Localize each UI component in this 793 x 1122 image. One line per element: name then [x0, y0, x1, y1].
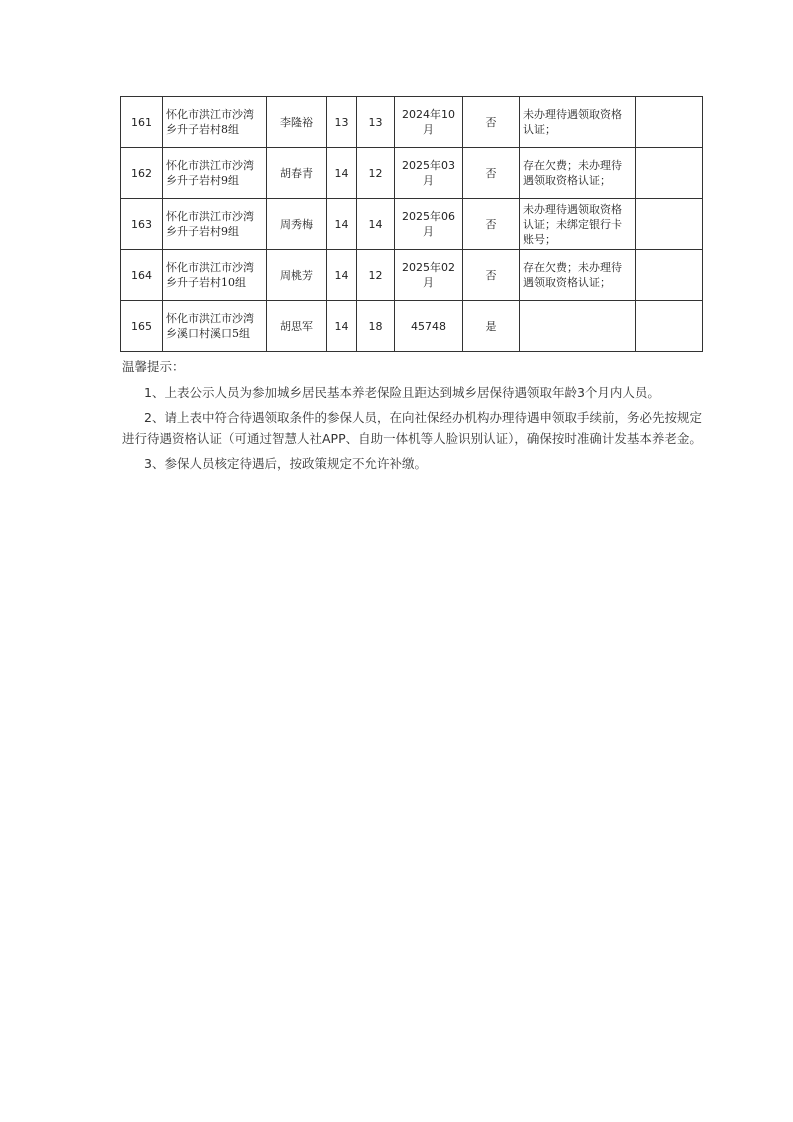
- cell-serial: 164: [121, 250, 163, 301]
- cell-note: 未办理待遇领取资格认证；未绑定银行卡账号；: [520, 199, 636, 250]
- cell-blank: [636, 97, 703, 148]
- cell-address: 怀化市洪江市沙湾乡溪口村溪口5组: [163, 301, 267, 352]
- cell-note: 未办理待遇领取资格认证；: [520, 97, 636, 148]
- cell-date: 2024年10月: [395, 97, 463, 148]
- cell-name: 周桃芳: [267, 250, 327, 301]
- reminder-item: 3、参保人员核定待遇后，按政策规定不允许补缴。: [144, 456, 427, 471]
- cell-blank: [636, 301, 703, 352]
- cell-name: 胡春青: [267, 148, 327, 199]
- cell-note: [520, 301, 636, 352]
- cell-address: 怀化市洪江市沙湾乡升子岩村10组: [163, 250, 267, 301]
- table-row: [121, 148, 703, 199]
- cell-col-b: 12: [357, 250, 395, 301]
- cell-flag: 是: [463, 301, 520, 352]
- cell-blank: [636, 199, 703, 250]
- cell-date: 2025年06月: [395, 199, 463, 250]
- cell-note: 存在欠费；未办理待遇领取资格认证；: [520, 250, 636, 301]
- cell-col-a: 13: [327, 97, 357, 148]
- cell-note: 存在欠费；未办理待遇领取资格认证；: [520, 148, 636, 199]
- cell-date: 45748: [395, 301, 463, 352]
- cell-col-a: 14: [327, 301, 357, 352]
- cell-serial: 163: [121, 199, 163, 250]
- cell-flag: 否: [463, 199, 520, 250]
- cell-date: 2025年02月: [395, 250, 463, 301]
- table-row: [121, 250, 703, 301]
- reminder-notes: [122, 356, 702, 478]
- reminder-item: 2、请上表中符合待遇领取条件的参保人员，在向社保经办机构办理待遇申领取手续前，务必先按规定进行待遇资格认证（可通过智慧人社APP、自助一体机等人脸识别认证），确保按时准确计发基本养老金。: [122, 410, 702, 446]
- cell-name: 周秀梅: [267, 199, 327, 250]
- cell-col-b: 12: [357, 148, 395, 199]
- reminder-title: 温馨提示：: [122, 359, 185, 374]
- table-row: [121, 97, 703, 148]
- cell-col-b: 14: [357, 199, 395, 250]
- table-row: [121, 301, 703, 352]
- cell-col-a: 14: [327, 199, 357, 250]
- insurance-roster-table: [120, 96, 703, 352]
- cell-col-a: 14: [327, 250, 357, 301]
- cell-address: 怀化市洪江市沙湾乡升子岩村9组: [163, 148, 267, 199]
- roster-body: [121, 97, 703, 352]
- cell-name: 李隆裕: [267, 97, 327, 148]
- cell-col-b: 18: [357, 301, 395, 352]
- cell-flag: 否: [463, 148, 520, 199]
- cell-date: 2025年03月: [395, 148, 463, 199]
- reminder-item: 1、上表公示人员为参加城乡居民基本养老保险且距达到城乡居保待遇领取年龄3个月内人员。: [144, 385, 660, 400]
- cell-flag: 否: [463, 97, 520, 148]
- cell-blank: [636, 148, 703, 199]
- cell-blank: [636, 250, 703, 301]
- cell-serial: 162: [121, 148, 163, 199]
- cell-flag: 否: [463, 250, 520, 301]
- cell-serial: 161: [121, 97, 163, 148]
- cell-serial: 165: [121, 301, 163, 352]
- cell-name: 胡思军: [267, 301, 327, 352]
- cell-address: 怀化市洪江市沙湾乡升子岩村8组: [163, 97, 267, 148]
- cell-col-a: 14: [327, 148, 357, 199]
- cell-address: 怀化市洪江市沙湾乡升子岩村9组: [163, 199, 267, 250]
- table-row: [121, 199, 703, 250]
- cell-col-b: 13: [357, 97, 395, 148]
